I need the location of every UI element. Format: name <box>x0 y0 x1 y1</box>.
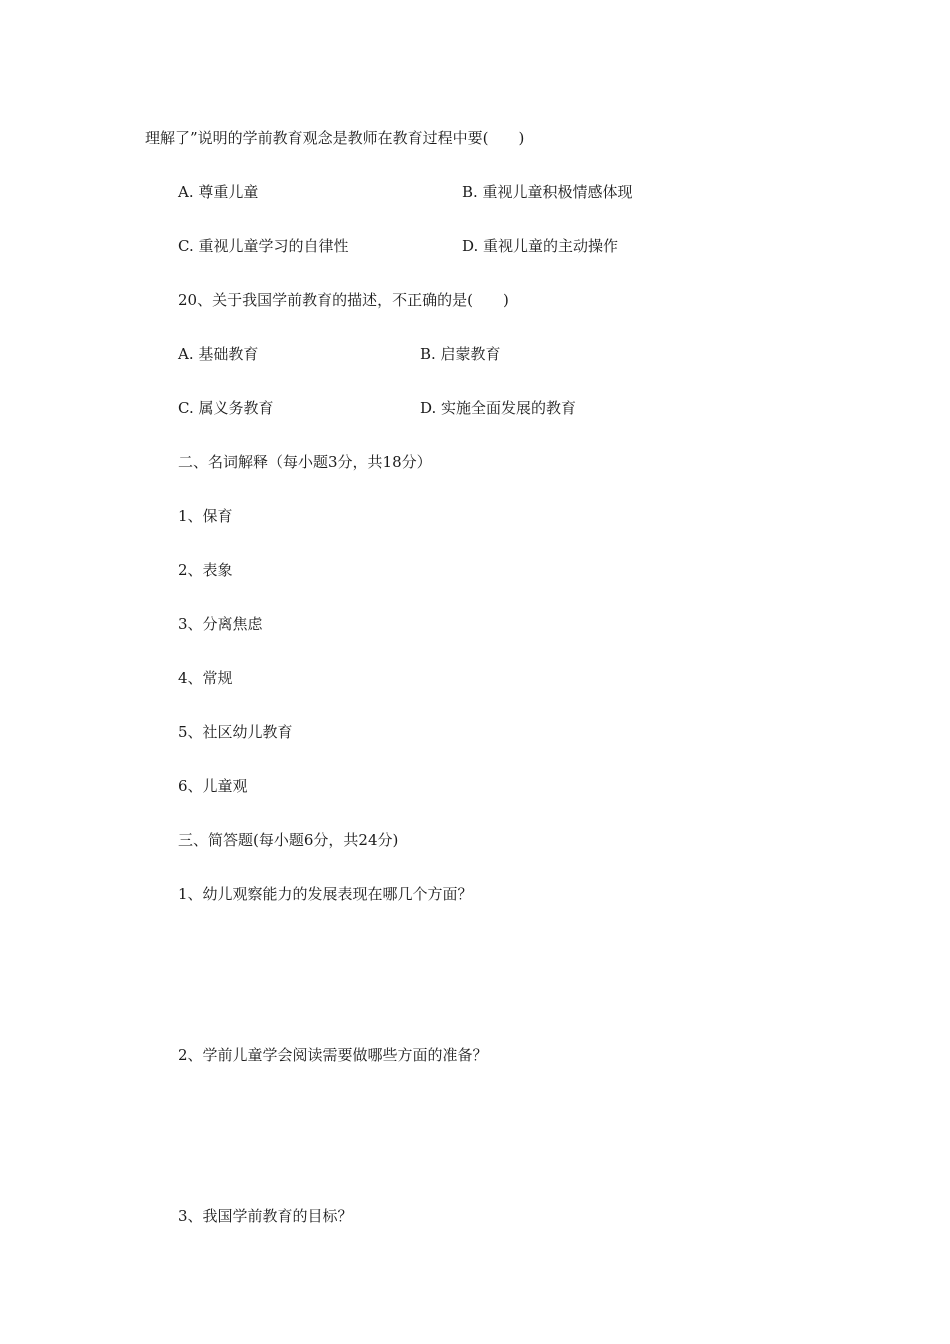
term-item: 3、分离焦虑 <box>178 615 263 633</box>
section-3-heading: 三、简答题(每小题6分，共24分) <box>178 831 399 849</box>
q19-option-a: A. 尊重儿童 <box>178 183 259 201</box>
section-2-heading: 二、名词解释（每小题3分，共18分） <box>178 453 432 471</box>
q19-option-d: D. 重视儿童的主动操作 <box>462 237 619 255</box>
term-item: 6、儿童观 <box>178 777 248 795</box>
q19-option-c: C. 重视儿童学习的自律性 <box>178 237 349 255</box>
q19-option-b: B. 重视儿童积极情感体现 <box>462 183 633 201</box>
short-answer-question: 1、幼儿观察能力的发展表现在哪几个方面？ <box>178 885 473 903</box>
question-20-stem: 20、关于我国学前教育的描述，不正确的是( ) <box>178 291 509 309</box>
q20-option-b: B. 启蒙教育 <box>420 345 501 363</box>
term-item: 5、社区幼儿教育 <box>178 723 293 741</box>
q20-option-d: D. 实施全面发展的教育 <box>420 399 577 417</box>
q20-option-a: A. 基础教育 <box>178 345 259 363</box>
term-item: 1、保育 <box>178 507 233 525</box>
term-item: 2、表象 <box>178 561 233 579</box>
question-19-stem: 理解了”说明的学前教育观念是教师在教育过程中要( ) <box>145 129 525 147</box>
q20-option-c: C. 属义务教育 <box>178 399 274 417</box>
short-answer-question: 3、我国学前教育的目标？ <box>178 1207 353 1225</box>
term-item: 4、常规 <box>178 669 233 687</box>
short-answer-question: 2、学前儿童学会阅读需要做哪些方面的准备？ <box>178 1046 488 1064</box>
